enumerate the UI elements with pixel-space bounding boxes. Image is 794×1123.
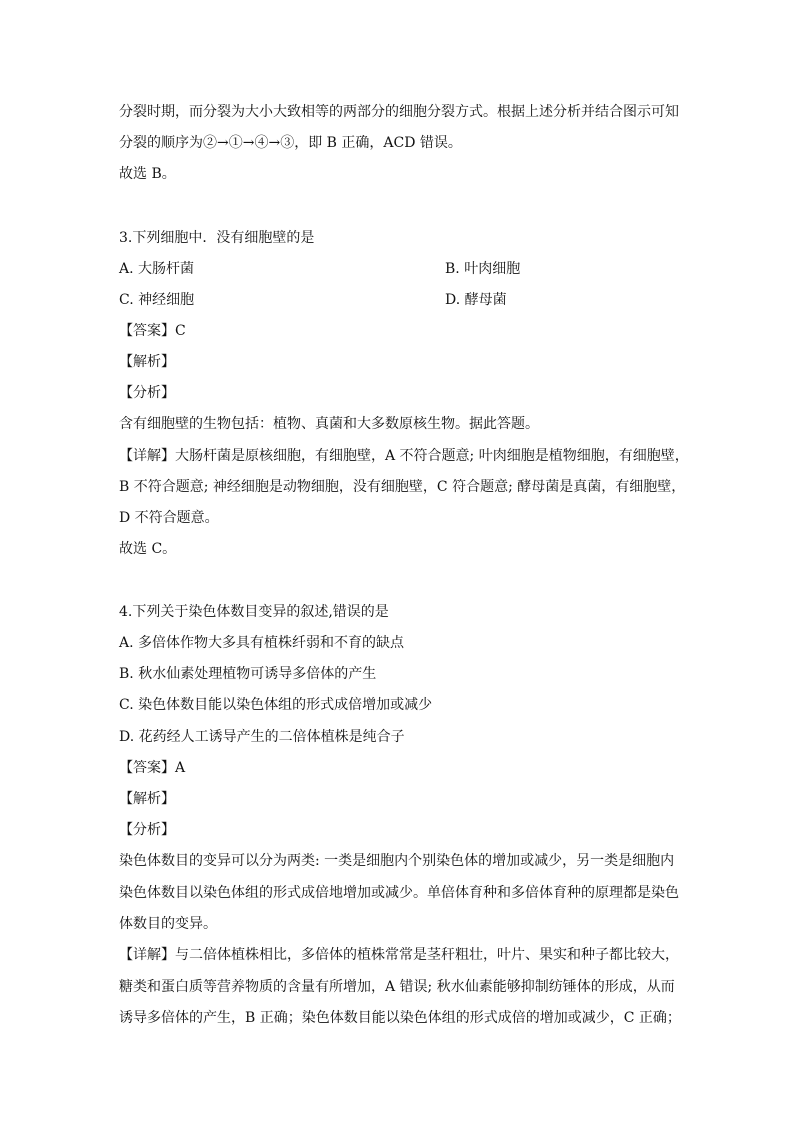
q3-option-c: C. 神经细胞 xyxy=(119,292,195,308)
q4-option-a: A. 多倍体作物大多具有植株纤弱和不育的缺点 xyxy=(119,635,405,651)
q3-stem: 3.下列细胞中．没有细胞壁的是 xyxy=(119,230,315,246)
q3-answer: 【答案】C xyxy=(119,323,186,339)
q3-detail-line-1: 【详解】大肠杆菌是原核细胞，有细胞壁，A 不符合题意; 叶肉细胞是植物细胞，有细胞壁， xyxy=(119,448,689,464)
q3-detail-line-3: D 不符合题意。 xyxy=(119,510,219,526)
q3-analysis-label: 【解析】 xyxy=(119,354,175,370)
prev-text-line-1: 分裂时期，而分裂为大小大致相等的两部分的细胞分裂方式。根据上述分析并结合图示可知 xyxy=(119,104,679,120)
q4-fenxi-label: 【分析】 xyxy=(119,822,175,838)
q3-option-d: D. 酵母菌 xyxy=(445,292,507,308)
q3-option-b: B. 叶肉细胞 xyxy=(445,261,521,277)
q4-detail-line-2: 糖类和蛋白质等营养物质的含量有所增加，A 错误; 秋水仙素能够抑制纺锤体的形成，从而 xyxy=(119,979,675,995)
q4-option-d: D. 花药经人工诱导产生的二倍体植株是纯合子 xyxy=(119,729,405,745)
q4-fenxi-line-2: 染色体数目以染色体组的形式成倍地增加或减少。单倍体育种和多倍体育种的原理都是染色 xyxy=(119,885,679,901)
q3-option-a: A. 大肠杆菌 xyxy=(119,261,195,277)
q4-fenxi-line-1: 染色体数目的变异可以分为两类: 一类是细胞内个别染色体的增加或减少，另一类是细胞内 xyxy=(119,853,675,869)
q4-option-c: C. 染色体数目能以染色体组的形式成倍增加或减少 xyxy=(119,697,433,713)
q3-conclusion: 故选 C。 xyxy=(119,541,177,557)
prev-conclusion: 故选 B。 xyxy=(119,166,176,182)
q3-fenxi-label: 【分析】 xyxy=(119,385,175,401)
q4-detail-line-1: 【详解】与二倍体植株相比，多倍体的植株常常是茎秆粗壮，叶片、果实和种子都比较大， xyxy=(119,947,679,963)
prev-text-line-2: 分裂的顺序为②→①→④→③，即 B 正确，ACD 错误。 xyxy=(119,135,462,151)
q4-stem: 4.下列关于染色体数目变异的叙述,错误的是 xyxy=(119,604,389,620)
q4-detail-line-3: 诱导多倍体的产生，B 正确；染色体数目能以染色体组的形式成倍的增加或减少，C 正确； xyxy=(119,1010,681,1026)
q4-option-b: B. 秋水仙素处理植物可诱导多倍体的产生 xyxy=(119,666,377,682)
q4-analysis-label: 【解析】 xyxy=(119,791,175,807)
q3-fenxi-text: 含有细胞壁的生物包括：植物、真菌和大多数原核生物。据此答题。 xyxy=(119,416,539,432)
q4-fenxi-line-3: 体数目的变异。 xyxy=(119,916,217,932)
q3-detail-line-2: B 不符合题意; 神经细胞是动物细胞，没有细胞壁，C 符合题意; 酵母菌是真菌，有细胞壁， xyxy=(119,479,686,495)
q4-answer: 【答案】A xyxy=(119,760,186,776)
